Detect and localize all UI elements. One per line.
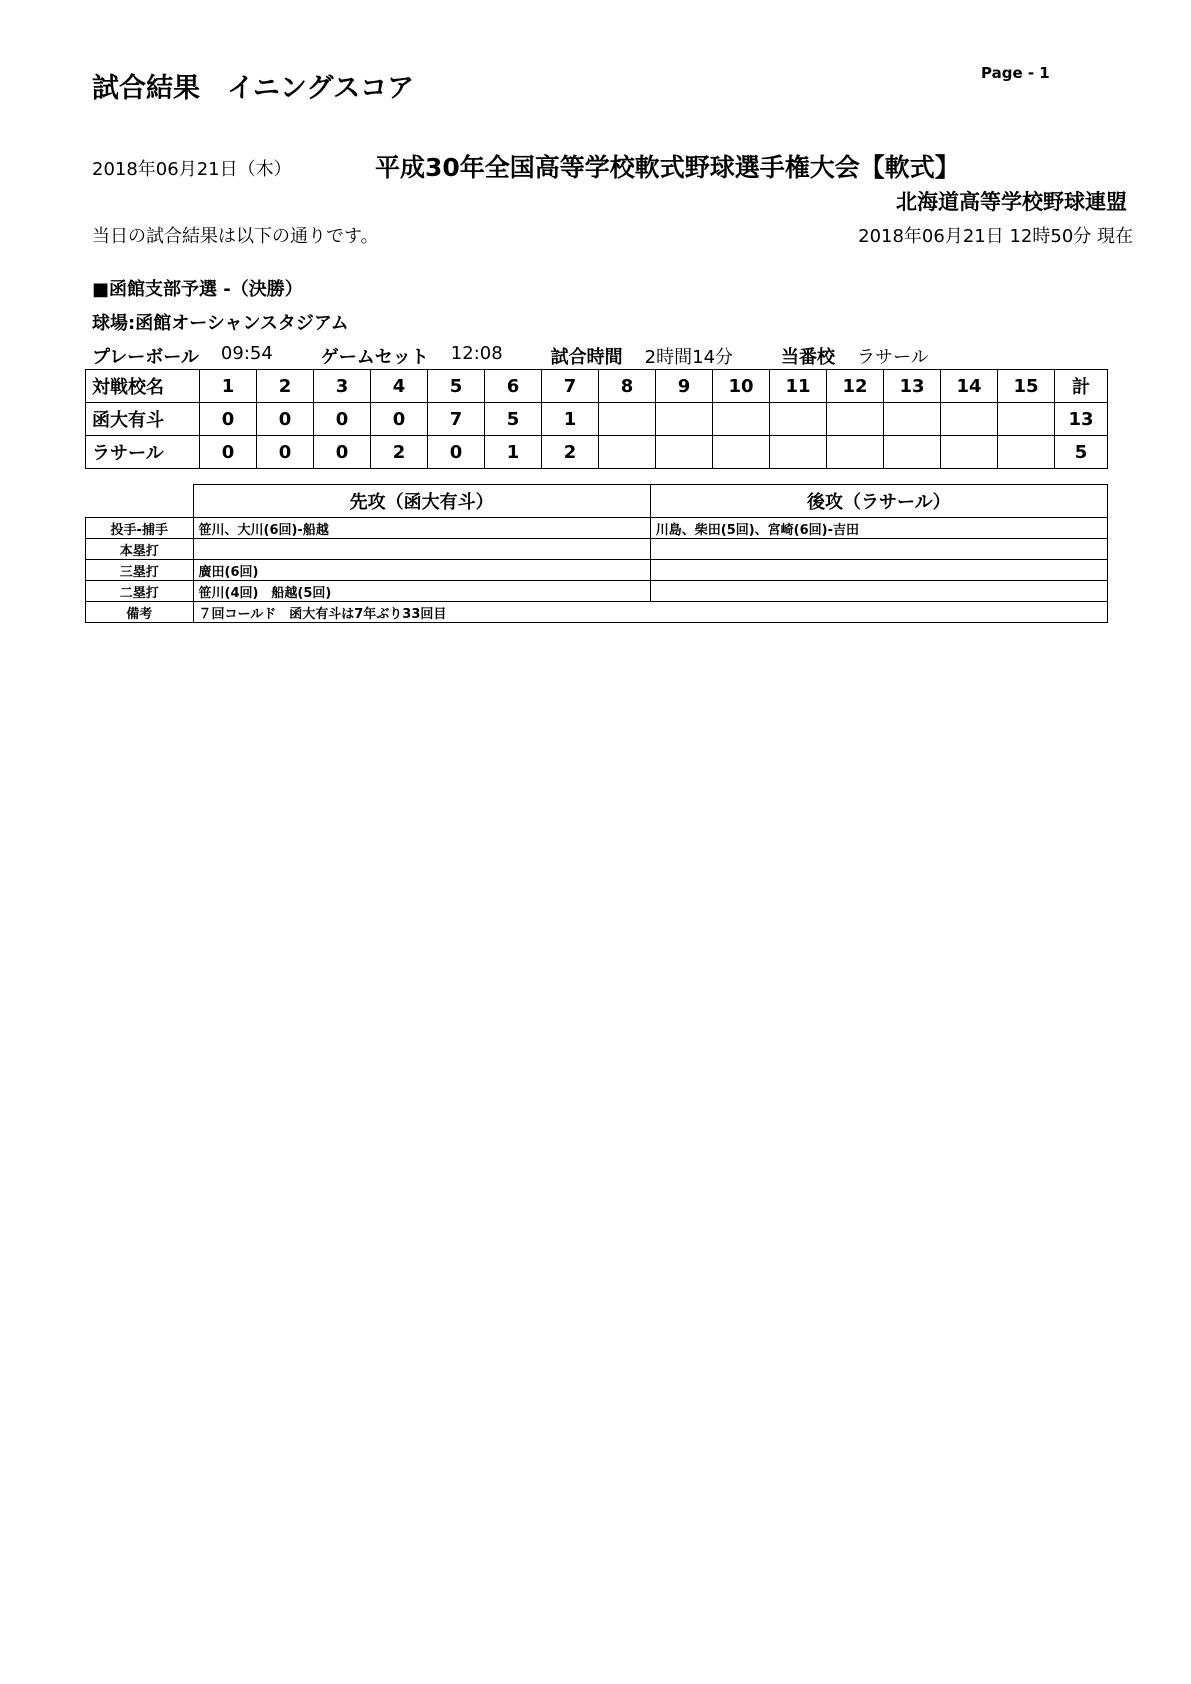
inning-score: [599, 403, 656, 436]
inning-score: 5: [485, 403, 542, 436]
header-cell: 12: [827, 370, 884, 403]
inning-score: 2: [371, 436, 428, 469]
row-label: 投手-捕手: [86, 518, 194, 539]
header-cell: 9: [656, 370, 713, 403]
header-cell: 11: [770, 370, 827, 403]
header-cell: 対戦校名: [86, 370, 200, 403]
game-meta: [92, 343, 977, 369]
blank-cell: [86, 485, 194, 518]
inning-score: 0: [200, 436, 257, 469]
inning-score: [998, 436, 1055, 469]
header-cell: 3: [314, 370, 371, 403]
page-number: Page - 1: [981, 64, 1050, 82]
inning-score: [656, 436, 713, 469]
game-set-time: 12:08: [450, 343, 503, 364]
inning-score: 0: [371, 403, 428, 436]
inning-score: [998, 403, 1055, 436]
table-row: [86, 518, 1108, 539]
header-cell: 10: [713, 370, 770, 403]
inning-score: 2: [542, 436, 599, 469]
header-cell: 5: [428, 370, 485, 403]
inning-score: [941, 403, 998, 436]
row-label: 本塁打: [86, 539, 194, 560]
play-ball-label: プレーボール: [92, 347, 199, 368]
team-name: 函大有斗: [86, 403, 200, 436]
inning-score: 0: [314, 436, 371, 469]
duration: 2時間14分: [644, 347, 734, 368]
second-team-value: [650, 539, 1107, 560]
inning-score: 0: [257, 403, 314, 436]
inning-score: 0: [257, 436, 314, 469]
second-team-value: [650, 581, 1107, 602]
table-row: [86, 403, 1108, 436]
page-title: 試合結果 イニングスコア: [92, 73, 415, 104]
header-cell: 計: [1055, 370, 1108, 403]
inning-score: 0: [200, 403, 257, 436]
second-team-value: [650, 560, 1107, 581]
inning-score: [941, 436, 998, 469]
section-heading: ■函館支部予選 -（決勝）: [92, 279, 303, 300]
game-details-table: [85, 484, 1108, 623]
table-row: [86, 539, 1108, 560]
second-team-value: 川島、柴田(5回)、宮崎(6回)-吉田: [650, 518, 1107, 539]
total-score: 5: [1055, 436, 1108, 469]
inning-score: 7: [428, 403, 485, 436]
inning-score: [713, 436, 770, 469]
organization: 北海道高等学校野球連盟: [896, 190, 1127, 214]
table-row: [86, 436, 1108, 469]
inning-score: [884, 436, 941, 469]
inning-score: [770, 403, 827, 436]
inning-score: 1: [485, 436, 542, 469]
as-of-timestamp: 2018年06月21日 12時50分 現在: [858, 226, 1133, 247]
tournament-title: 平成30年全国高等学校軟式野球選手権大会【軟式】: [375, 153, 960, 182]
scoreboard-header-row: [86, 370, 1108, 403]
remarks-label: 備考: [86, 602, 194, 623]
first-team-value: 笹川、大川(6回)-船越: [193, 518, 650, 539]
duration-label: 試合時間: [550, 347, 623, 368]
header-cell: 7: [542, 370, 599, 403]
header-cell: 6: [485, 370, 542, 403]
inning-score: 0: [314, 403, 371, 436]
inning-score: [884, 403, 941, 436]
inning-score: 0: [428, 436, 485, 469]
header-cell: 15: [998, 370, 1055, 403]
inning-score: [713, 403, 770, 436]
table-row: [86, 560, 1108, 581]
first-team-value: 笹川(4回) 船越(5回): [193, 581, 650, 602]
table-row: [86, 581, 1108, 602]
report-date: 2018年06月21日（木）: [92, 159, 292, 180]
inning-score: [599, 436, 656, 469]
header-cell: 2: [257, 370, 314, 403]
game-set-label: ゲームセット: [320, 347, 429, 368]
details-header-row: [86, 485, 1108, 518]
second-team-heading: 後攻（ラサール）: [650, 485, 1107, 518]
home-duty: ラサール: [857, 347, 929, 368]
inning-score: [827, 403, 884, 436]
first-team-heading: 先攻（函大有斗）: [193, 485, 650, 518]
home-duty-label: 当番校: [781, 347, 836, 368]
header-cell: 4: [371, 370, 428, 403]
total-score: 13: [1055, 403, 1108, 436]
remarks-row: [86, 602, 1108, 623]
remarks-text: ７回コールド 函大有斗は7年ぶり33回目: [193, 602, 1108, 623]
intro-text: 当日の試合結果は以下の通りです。: [92, 226, 379, 247]
first-team-value: [193, 539, 650, 560]
venue: 球場:函館オーシャンスタジアム: [92, 313, 349, 334]
inning-score: 1: [542, 403, 599, 436]
row-label: 二塁打: [86, 581, 194, 602]
inning-score: [827, 436, 884, 469]
row-label: 三塁打: [86, 560, 194, 581]
header-cell: 8: [599, 370, 656, 403]
inning-score: [656, 403, 713, 436]
team-name: ラサール: [86, 436, 200, 469]
header-cell: 14: [941, 370, 998, 403]
header-cell: 1: [200, 370, 257, 403]
scoreboard-table: [85, 369, 1108, 469]
first-team-value: 廣田(6回): [193, 560, 650, 581]
inning-score: [770, 436, 827, 469]
play-ball-time: 09:54: [220, 343, 273, 364]
header-cell: 13: [884, 370, 941, 403]
